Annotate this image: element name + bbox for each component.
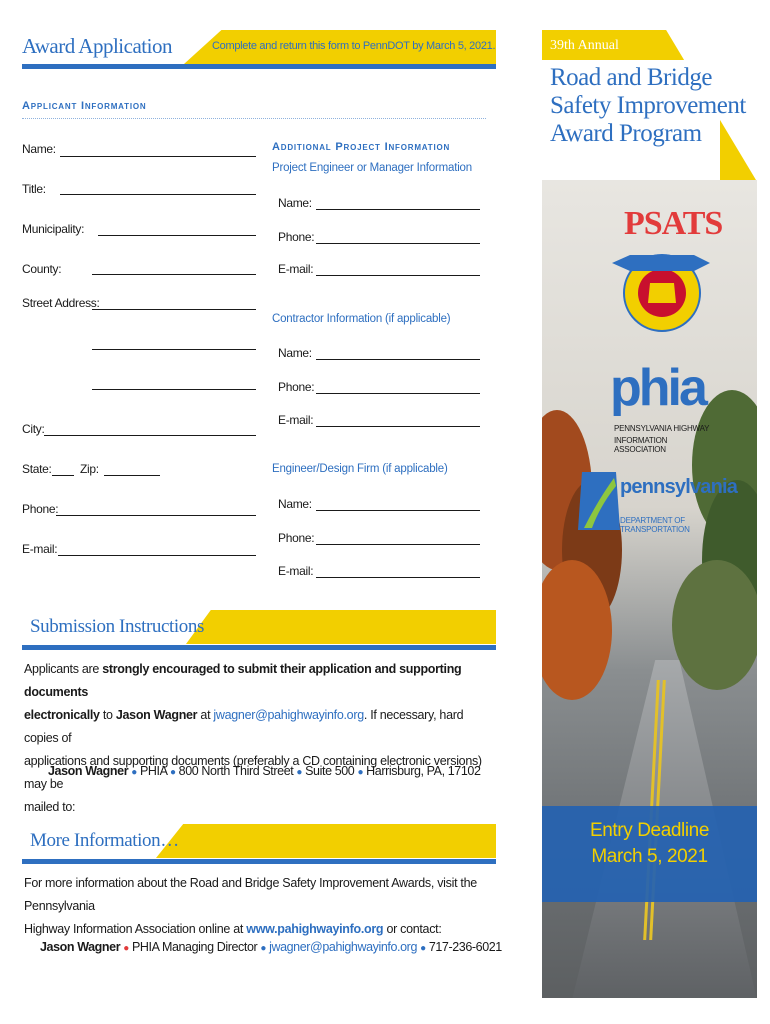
more-info-text-2a: Highway Information Association online at (24, 922, 247, 936)
more-info-text-1: For more information about the Road and Bridge Safety Improvement Awards, visit the Pennsylvania (24, 876, 477, 913)
address-name: Jason Wagner (48, 764, 129, 778)
address-suite: Suite 500 (305, 764, 355, 778)
form-title: Award Application (22, 34, 172, 58)
applicant-name-field[interactable] (60, 145, 256, 157)
submission-text-1b: strongly encouraged to submit their application and supporting documents (24, 662, 462, 699)
submission-paragraph (24, 658, 494, 819)
cover-title-line-3: Award Program (550, 120, 702, 147)
more-info-text-2b: or contact: (383, 922, 442, 936)
design-email-field[interactable] (316, 566, 480, 578)
municipality-label: Municipality: (22, 222, 85, 236)
more-info-rule (22, 859, 496, 864)
deadline-date: March 5, 2021 (591, 846, 708, 867)
section-divider (22, 118, 486, 119)
header-notice: Complete and return this form to PennDOT by March 5, 2021. (212, 40, 496, 52)
contractor-name-label: Name: (278, 346, 312, 360)
applicant-title-field[interactable] (60, 183, 256, 195)
contractor-email-field[interactable] (316, 415, 480, 427)
municipality-field[interactable] (98, 224, 256, 236)
engineer-subheading: Project Engineer or Manager Information (272, 162, 472, 174)
penndot-logo (578, 470, 753, 540)
tree-shape (672, 560, 757, 690)
street-address-field-2[interactable] (92, 338, 256, 350)
design-firm-subheading: Engineer/Design Firm (if applicable) (272, 463, 448, 475)
phia-logo (608, 359, 718, 456)
city-label: City: (22, 422, 45, 436)
street-address-field-3[interactable] (92, 378, 256, 390)
contractor-phone-label: Phone: (278, 380, 315, 394)
cover-title-block (542, 30, 756, 180)
bullet-icon: ● (420, 943, 426, 954)
submission-rule (22, 645, 496, 650)
address-street: 800 North Third Street (178, 764, 294, 778)
contractor-subheading: Contractor Information (if applicable) (272, 313, 451, 325)
contact-email-link[interactable]: jwagner@pahighwayinfo.org (269, 940, 418, 954)
header-rule (22, 64, 496, 69)
bullet-icon: ● (123, 943, 129, 954)
county-field[interactable] (92, 263, 256, 275)
submission-text-4: mailed to: (24, 800, 76, 814)
bullet-icon: ● (296, 767, 303, 778)
psats-logo (610, 205, 723, 335)
phia-wordmark: phia (610, 359, 705, 417)
cover-annual: 39th Annual (550, 38, 619, 53)
entry-deadline-box (542, 806, 757, 902)
cover-title (550, 64, 746, 148)
project-heading: Additional Project Information (272, 141, 451, 153)
state-label: State: (22, 462, 52, 476)
bullet-icon: ● (357, 767, 364, 778)
engineer-email-field[interactable] (316, 264, 480, 276)
street-address-field-1[interactable] (92, 298, 256, 310)
website-link[interactable]: www.pahighwayinfo.org (246, 922, 384, 936)
penn-wordmark: pennsylvania (620, 476, 738, 498)
penn-subtitle: DEPARTMENT OF TRANSPORTATION (620, 516, 690, 534)
more-info-banner (22, 824, 496, 858)
engineer-name-label: Name: (278, 196, 312, 210)
deadline-label: Entry Deadline (589, 820, 710, 841)
submission-title: Submission Instructions (30, 616, 204, 637)
address-org: PHIA (139, 764, 167, 778)
design-email-label: E-mail: (278, 564, 314, 578)
contact-role: PHIA Managing Director (131, 940, 258, 954)
design-phone-label: Phone: (278, 531, 315, 545)
submission-text-2e: . If necessary, hard copies of (24, 708, 464, 745)
engineer-phone-label: Phone: (278, 230, 315, 244)
more-info-title: More Information… (30, 830, 179, 851)
psats-wordmark: PSATS (624, 205, 723, 242)
more-info-paragraph (24, 872, 494, 941)
applicant-heading: Applicant Information (22, 100, 147, 112)
phia-line-1: PENNSYLVANIA HIGHWAY (614, 424, 710, 433)
applicant-phone-label: Phone: (22, 502, 59, 516)
zip-label: Zip: (80, 462, 99, 476)
submission-text-2b: to (99, 708, 116, 722)
more-info-yellow-bar (156, 824, 496, 858)
mailing-address (48, 764, 481, 778)
engineer-email-label: E-mail: (278, 262, 314, 276)
bullet-icon: ● (169, 767, 176, 778)
submission-text-2a: electronically (24, 708, 100, 722)
contractor-email-label: E-mail: (278, 413, 314, 427)
engineer-phone-field[interactable] (316, 232, 480, 244)
submission-text-3: applications and supporting documents (preferably a CD containing electronic versions) may be (24, 754, 482, 791)
keystone-icon (578, 470, 620, 532)
applicant-name-label: Name: (22, 142, 56, 156)
design-phone-field[interactable] (316, 533, 480, 545)
design-name-label: Name: (278, 497, 312, 511)
applicant-email-field[interactable] (58, 544, 256, 556)
applicant-phone-field[interactable] (56, 504, 256, 516)
bullet-icon: ● (131, 767, 137, 778)
city-field[interactable] (44, 424, 256, 436)
engineer-name-field[interactable] (316, 198, 480, 210)
state-field[interactable] (52, 464, 74, 476)
submission-text-1a: Applicants are (24, 662, 103, 676)
submission-text-2d: at (197, 708, 214, 722)
zip-field[interactable] (104, 464, 160, 476)
applicant-email-label: E-mail: (22, 542, 58, 556)
contact-phone: 717-236-6021 (428, 940, 502, 954)
street-address-label: Street Address: (22, 296, 100, 310)
design-name-field[interactable] (316, 499, 480, 511)
bullet-icon: ● (260, 943, 266, 954)
phia-line-2: INFORMATION ASSOCIATION (614, 436, 668, 454)
applicant-title-label: Title: (22, 182, 46, 196)
contact-name: Jason Wagner (40, 940, 121, 954)
submission-banner (22, 610, 496, 644)
contractor-phone-field[interactable] (316, 382, 480, 394)
contractor-name-field[interactable] (316, 348, 480, 360)
submission-email-link[interactable]: jwagner@pahighwayinfo.org (213, 708, 364, 722)
more-info-contact (40, 940, 502, 954)
submission-yellow-bar (186, 610, 496, 644)
cover-title-line-1: Road and Bridge (550, 64, 712, 91)
cover-title-line-2: Safety Improvement (550, 92, 746, 119)
county-label: County: (22, 262, 62, 276)
address-city: Harrisburg, PA, 17102 (366, 764, 481, 778)
submission-contact-name: Jason Wagner (115, 708, 198, 722)
